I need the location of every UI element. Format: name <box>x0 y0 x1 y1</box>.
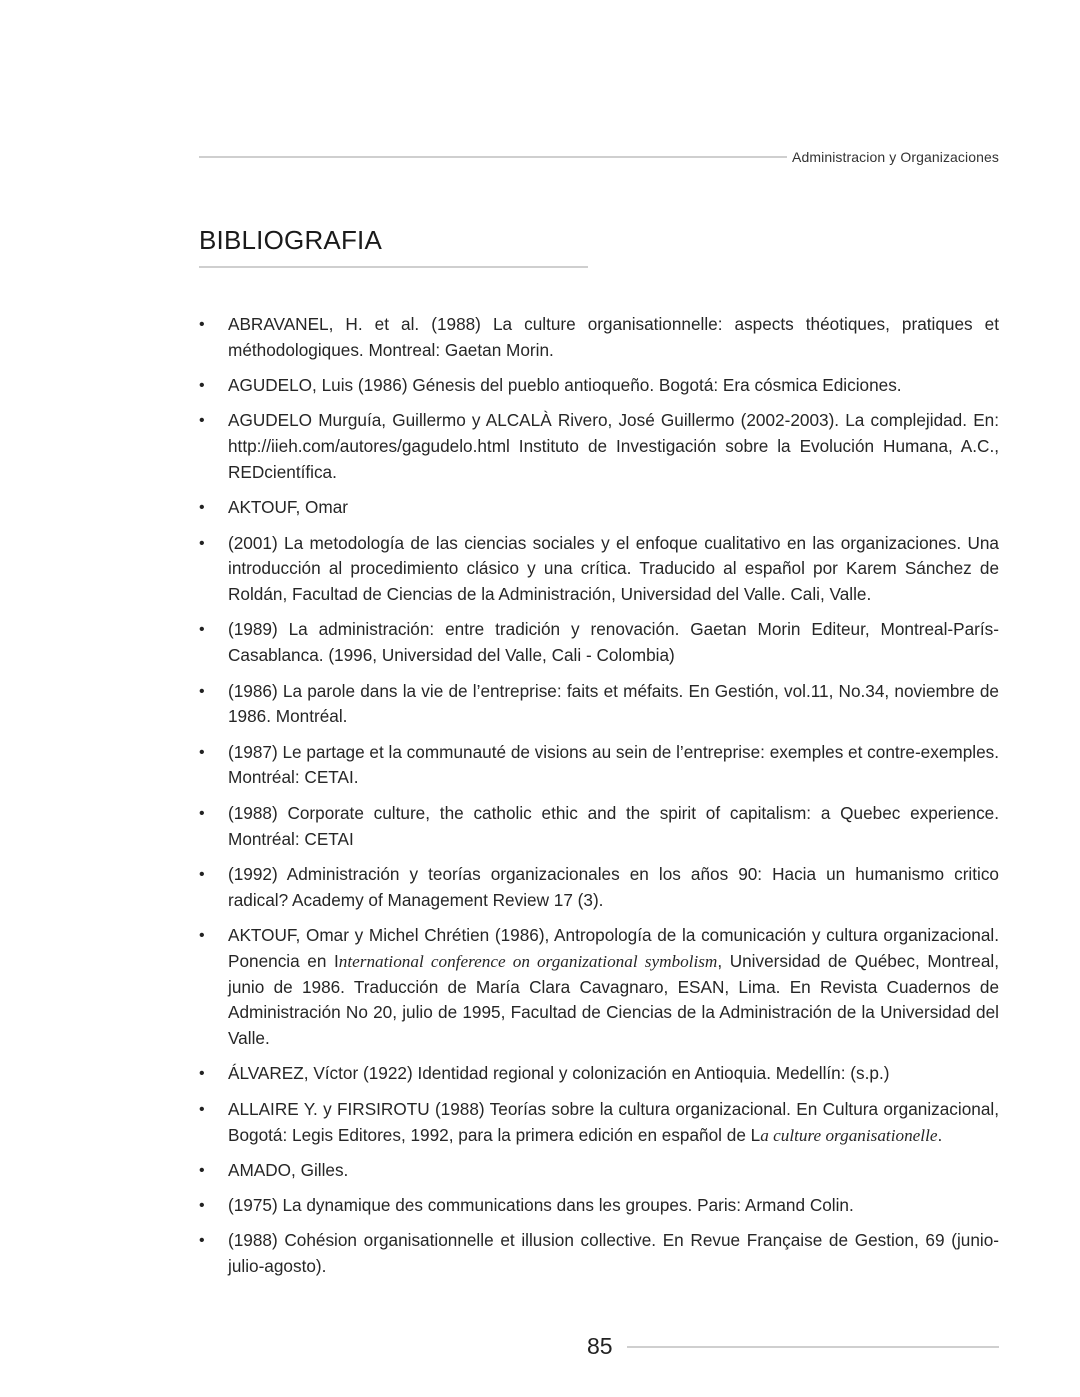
entry-text: ALLAIRE Y. y FIRSIROTU (1988) Teorías sobre la cultura organizacional. En Cultura organizacional, Bogotá: Legis Editores, 1992, para la primera edición en español de L <box>228 1098 999 1145</box>
bullet-icon: • <box>199 499 205 517</box>
bullet-icon: • <box>199 316 205 333</box>
bibliography-entry <box>199 617 999 669</box>
entry-text: AGUDELO Murguía, Guillermo y ALCALÀ Rivero, José Guillermo (2002-2003). La complejidad. En: http://iieh.com/autores/gagudelo.html Instituto de Investigación sobre la Evolución Humana, A.C., REDcientífica. <box>228 410 999 482</box>
bibliography-entry <box>199 1097 999 1149</box>
bullet-icon: • <box>199 682 205 700</box>
bullet-icon: • <box>199 534 205 552</box>
header-rule <box>199 156 787 158</box>
bibliography-entry <box>199 495 999 521</box>
bullet-icon: • <box>199 1065 205 1083</box>
bullet-icon: • <box>199 926 205 944</box>
entry-italic-title: a culture organisationelle <box>760 1125 938 1145</box>
bullet-icon: • <box>199 743 205 761</box>
bibliography-list <box>199 312 999 1290</box>
bibliography-entry <box>199 679 999 731</box>
page-footer <box>587 1333 999 1363</box>
bullet-icon: • <box>199 1161 205 1179</box>
entry-text: (2001) La metodología de las ciencias sociales y el enfoque cualitativo en las organizaciones. Una introducción al procedimiento clásico y una crítica. Traducido al español por Karem Sánchez de Roldán, Facultad de Ciencias de la Administración, Universidad del Valle. Cali, Valle. <box>228 532 999 605</box>
bullet-icon: • <box>199 1197 205 1215</box>
entry-text: (1975) La dynamique des communications dans les groupes. Paris: Armand Colin. <box>228 1195 854 1216</box>
page-number: 85 <box>587 1333 613 1359</box>
bullet-icon: • <box>199 804 205 822</box>
footer-rule <box>627 1346 999 1348</box>
title-underline <box>199 266 588 268</box>
bibliography-entry <box>199 1228 999 1280</box>
entry-text: (1987) Le partage et la communauté de visions au sein de l’entreprise: exemples et contre-exemples. Montréal: CETAI. <box>228 741 999 788</box>
bibliography-entry <box>199 1158 999 1184</box>
entry-text-continued: , Universidad de Québec, Montreal, junio de 1986. Traducción de María Clara Cavagnaro, ESAN, Lima. En Revista Cuadernos de Administración No 20, julio de 1995, Facultad de Ciencias de la Administración de la Universidad del Valle. <box>228 950 999 1049</box>
bullet-icon: • <box>199 412 205 430</box>
bibliography-entry <box>199 1193 999 1219</box>
entry-text: ÁLVAREZ, Víctor (1922) Identidad regional y colonización en Antioquia. Medellín: (s.p.) <box>228 1063 890 1084</box>
entry-text: ABRAVANEL, H. et al. (1988) La culture organisationnelle: aspects théotiques, pratiques et méthodologiques. Montreal: Gaetan Morin. <box>228 314 999 360</box>
entry-text: (1986) La parole dans la vie de l’entreprise: faits et méfaits. En Gestión, vol.11, No.34, noviembre de 1986. Montréal. <box>228 680 999 727</box>
bibliography-entry <box>199 312 999 364</box>
bullet-icon: • <box>199 1100 205 1118</box>
entry-text: (1992) Administración y teorías organizacionales en los años 90: Hacia un humanismo critico radical? Academy of Management Review 17 (3). <box>228 863 999 910</box>
bibliography-entry <box>199 408 999 485</box>
bibliography-entry <box>199 531 999 608</box>
entry-text-continued: . <box>937 1124 943 1145</box>
bibliography-entry <box>199 923 999 1052</box>
section-title: BIBLIOGRAFIA <box>199 225 383 255</box>
entry-text: (1989) La administración: entre tradición y renovación. Gaetan Morin Editeur, Montreal-París-Casablanca. (1996, Universidad del Valle, Cali - Colombia) <box>228 619 999 666</box>
entry-text: (1988) Cohésion organisationnelle et illusion collective. En Revue Française de Gestion, 69 (junio-julio-agosto). <box>228 1230 999 1277</box>
bibliography-entry <box>199 740 999 792</box>
bibliography-entry <box>199 373 999 399</box>
bullet-icon: • <box>199 865 205 883</box>
bibliography-entry <box>199 1061 999 1087</box>
bullet-icon: • <box>199 621 205 639</box>
entry-text: AGUDELO, Luis (1986) Génesis del pueblo antioqueño. Bogotá: Era cósmica Ediciones. <box>228 375 902 396</box>
entry-text: AKTOUF, Omar y Michel Chrétien (1986), Antropología de la comunicación y cultura organizacional. Ponencia en I <box>228 924 999 971</box>
bibliography-entry <box>199 862 999 914</box>
entry-text: (1988) Corporate culture, the catholic ethic and the spirit of capitalism: a Quebec experience. Montréal: CETAI <box>228 802 999 849</box>
entry-text: AKTOUF, Omar <box>228 497 349 518</box>
page-header <box>199 148 999 168</box>
bibliography-entry <box>199 801 999 853</box>
running-title: Administracion y Organizaciones <box>792 149 999 165</box>
entry-text: AMADO, Gilles. <box>228 1159 349 1180</box>
bullet-icon: • <box>199 377 205 395</box>
entry-italic-title: nternational conference on organizational symbolism <box>338 951 718 971</box>
bullet-icon: • <box>199 1232 205 1250</box>
